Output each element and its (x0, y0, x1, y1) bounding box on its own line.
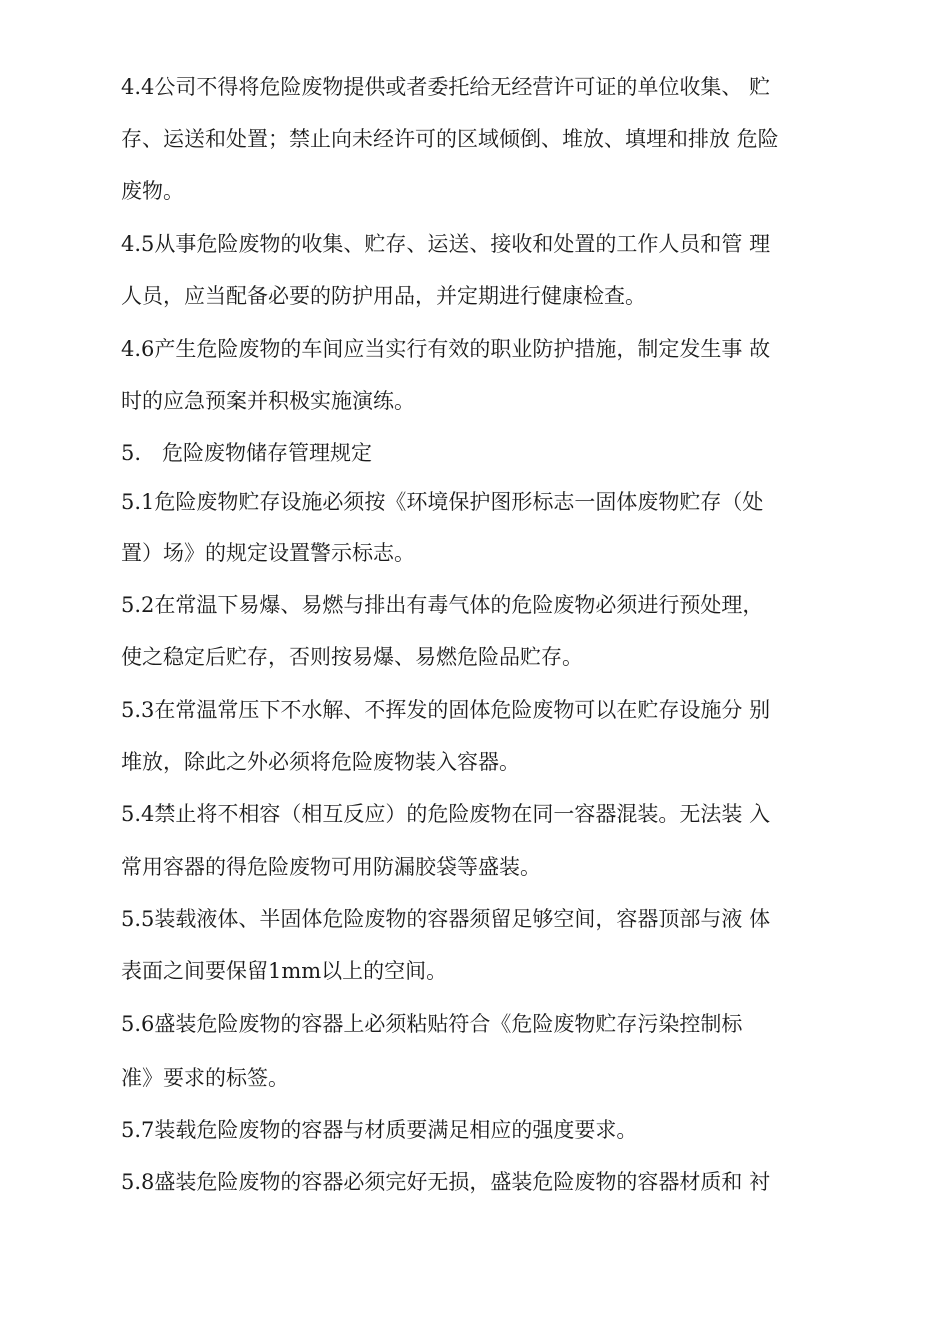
text-line: 5.6盛装危险废物的容器上必须粘贴符合《危险废物贮存污染控制标 (121, 1012, 743, 1036)
text-line: 时的应急预案并积极实施演练。 (121, 389, 415, 413)
text-line: 4.5从事危险废物的收集、贮存、运送、接收和处置的工作人员和管 理 (121, 232, 771, 256)
text-line: 5.5装载液体、半固体危险废物的容器须留足够空间，容器顶部与液 体 (121, 907, 771, 931)
text-line: 使之稳定后贮存，否则按易爆、易燃危险品贮存。 (121, 645, 583, 669)
text-line: 5.3在常温常压下不水解、不挥发的固体危险废物可以在贮存设施分 别 (121, 698, 771, 722)
text-line: 准》要求的标签。 (121, 1066, 289, 1090)
text-line: 5.8盛装危险废物的容器必须完好无损，盛装危险废物的容器材质和 衬 (121, 1170, 771, 1194)
text-line: 常用容器的得危险废物可用防漏胶袋等盛装。 (121, 855, 541, 879)
text-line: 4.4公司不得将危险废物提供或者委托给无经营许可证的单位收集、 贮 (121, 75, 771, 99)
text-line: 5.4禁止将不相容（相互反应）的危险废物在同一容器混装。无法装 入 (121, 802, 771, 826)
section-heading: 5. 危险废物储存管理规定 (121, 441, 373, 465)
text-line: 表面之间要保留1mm以上的空间。 (121, 959, 448, 983)
text-line: 置）场》的规定设置警示标志。 (121, 541, 415, 565)
text-line: 5.1危险废物贮存设施必须按《环境保护图形标志一固体废物贮存（处 (121, 490, 764, 514)
text-line: 5.7装载危险废物的容器与材质要满足相应的强度要求。 (121, 1118, 638, 1142)
text-line: 5.2在常温下易爆、易燃与排出有毒气体的危险废物必须进行预处理， (121, 593, 764, 617)
text-line: 人员，应当配备必要的防护用品，并定期进行健康检查。 (121, 284, 646, 308)
text-line: 堆放，除此之外必须将危险废物装入容器。 (121, 750, 520, 774)
text-line: 4.6产生危险废物的车间应当实行有效的职业防护措施，制定发生事 故 (121, 337, 771, 361)
text-line: 废物。 (121, 179, 184, 203)
text-line: 存、运送和处置；禁止向未经许可的区域倾倒、堆放、填埋和排放 危险 (121, 127, 779, 151)
